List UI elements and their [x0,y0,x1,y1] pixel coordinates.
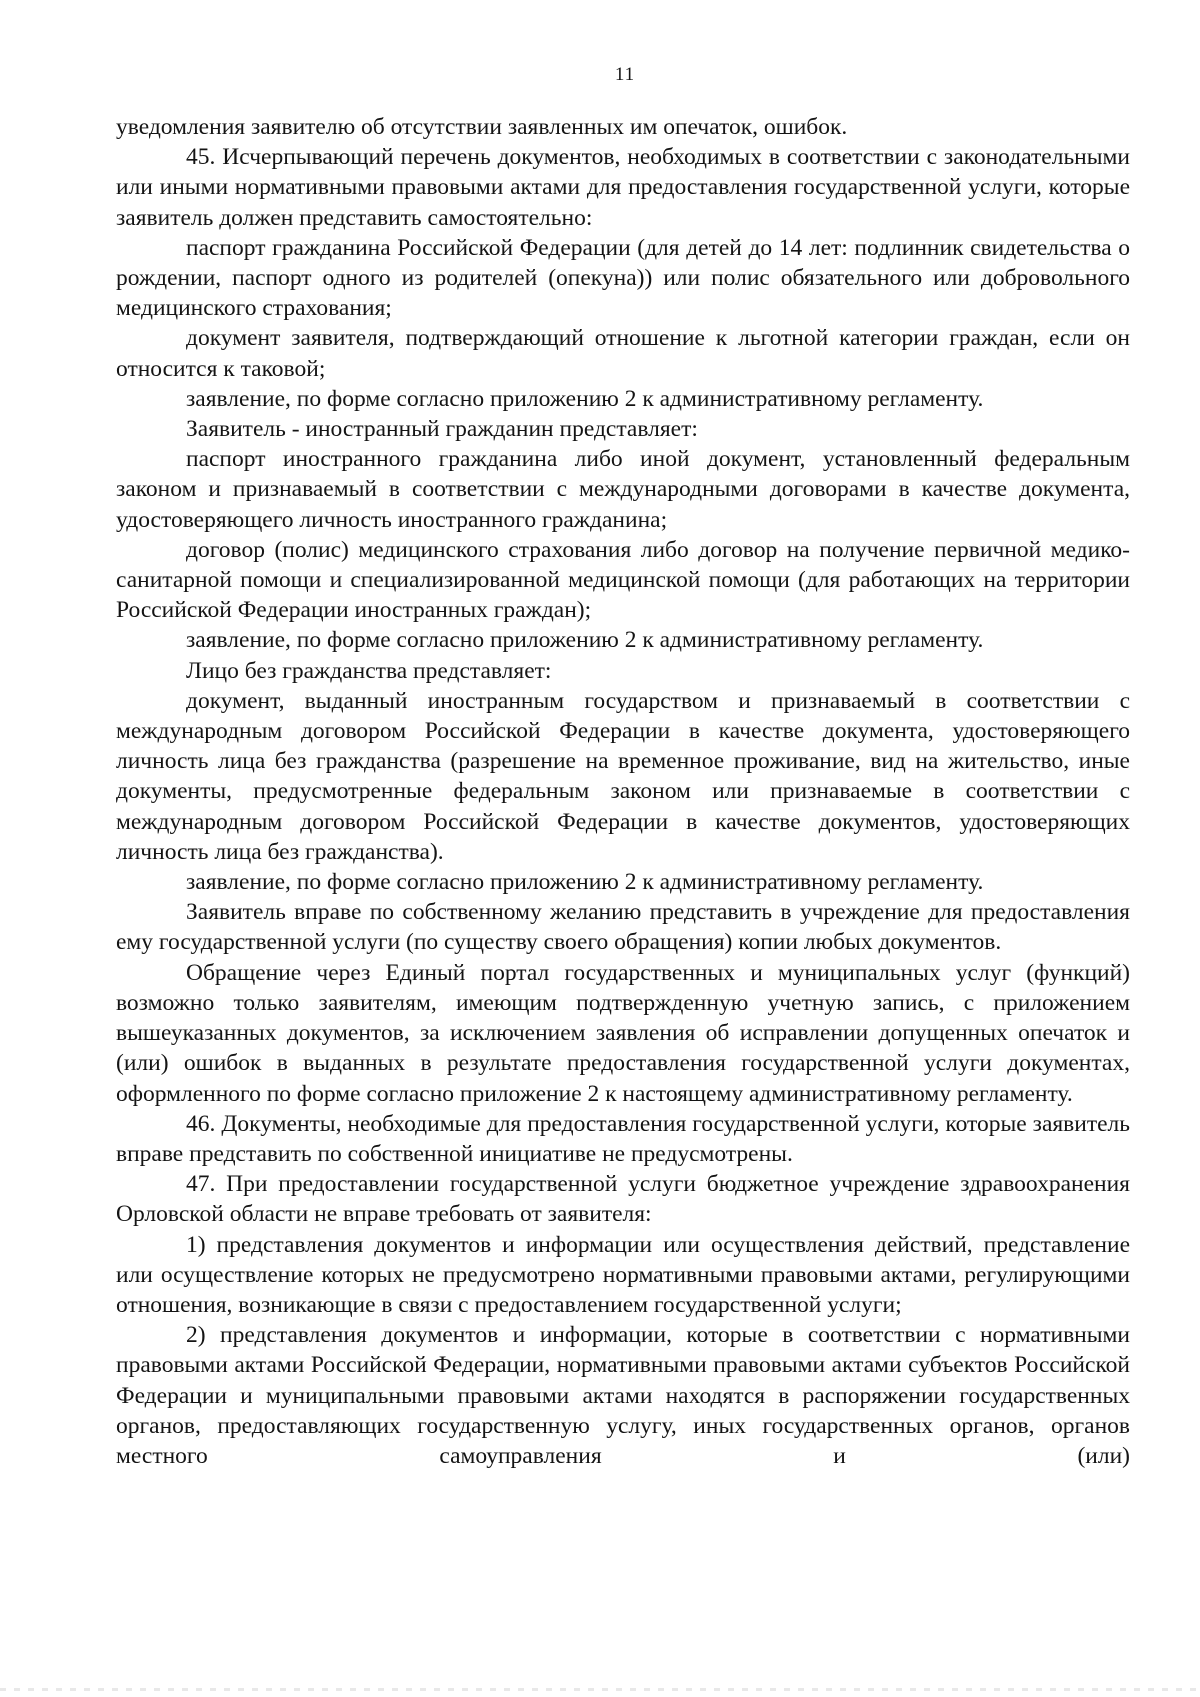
paragraph-item-45: 45. Исчерпывающий перечень документов, необходимых в соответствии с законодательными или иными нормативными правовыми актами для предоставления государственной услуги, которые заявитель должен представить самостоятельно: [116,144,1130,231]
paragraph-optional-copies: Заявитель вправе по собственному желанию представить в учреждение для предоставления ему государственной услуги (по существу своего обращения) копии любых документов. [116,899,1130,956]
paragraph-stateless-document: документ, выданный иностранным государством и признаваемый в соответствии с международным договором Российской Федерации в качестве документа, удостоверяющего личность лица без гражданства (разрешение на временное проживание, вид на жительство, иные документы, предусмотренные федеральным законом или признаваемые в соответствии с международным договором Российской Федерации в качестве документов, удостоверяющих личность лица без гражданства). [116,687,1130,865]
paragraph-application-3: заявление, по форме согласно приложению 2 к административному регламенту. [186,869,984,896]
page-number: 11 [614,64,636,85]
paragraph-continuation: уведомления заявителю об отсутствии заявленных им опечаток, ошибок. [116,114,848,140]
paragraph-subitem-2: 2) представления документов и информации, которые в соответствии с нормативными правовыми актами Российской Федерации, нормативными правовыми актами субъектов Российской Федерации и муниципальными правовыми актами находятся в распоряжении государственных органов, предоставляющих государственную услугу, иных государственных органов, органов местного самоуправления и (или) [116,1322,1130,1469]
paragraph-application-2: заявление, по форме согласно приложению 2 к административному регламенту. [186,627,984,654]
paragraph-item-47: 47. При предоставлении государственной услуги бюджетное учреждение здравоохранения Орловской области не вправе требовать от заявителя: [116,1171,1130,1228]
scan-edge-artifact [0,1688,1200,1691]
paragraph-foreigner-passport: паспорт иностранного гражданина либо иной документ, установленный федеральным законом и признаваемый в соответствии с международными договорами в качестве документа, удостоверяющего личность иностранного гражданина; [116,446,1130,533]
paragraph-application-1: заявление, по форме согласно приложению 2 к административному регламенту. [186,385,984,412]
paragraph-foreigner-heading: Заявитель - иностранный гражданин представляет: [186,416,698,443]
paragraph-insurance-contract: договор (полис) медицинского страхования либо договор на получение первичной медико-санитарной помощи и специализированной медицинской помощи (для работающих на территории Российской Федерации иностранных граждан); [116,536,1130,624]
paragraph-unified-portal: Обращение через Единый портал государственных и муниципальных услуг (функций) возможно только заявителям, имеющим подтвержденную учетную запись, с приложением вышеуказанных документов, за исключением заявления об исправлении допущенных опечаток и (или) ошибок в выданных в результате предоставления государственной услуги документах, оформленного по форме согласно приложение 2 к настоящему административному регламенту. [116,959,1130,1107]
document-body [116,112,1130,1471]
paragraph-passport-rf: паспорт гражданина Российской Федерации (для детей до 14 лет: подлинник свидетельства о рождении, паспорт одного из родителей (опекуна)) или полис обязательного или добровольного медицинского страхования; [116,234,1130,322]
paragraph-stateless-heading: Лицо без гражданства представляет: [186,657,552,684]
paragraph-subitem-1: 1) представления документов и информации или осуществления действий, представление или осуществление которых не предусмотрено нормативными правовыми актами, регулирующими отношения, возникающие в связи с предоставлением государственной услуги; [116,1231,1130,1318]
paragraph-item-46: 46. Документы, необходимые для предоставления государственной услуги, которые заявитель вправе представить по собственной инициативе не предусмотрены. [116,1110,1130,1167]
paragraph-benefit-document: документ заявителя, подтверждающий отношение к льготной категории граждан, если он относится к таковой; [116,325,1130,382]
